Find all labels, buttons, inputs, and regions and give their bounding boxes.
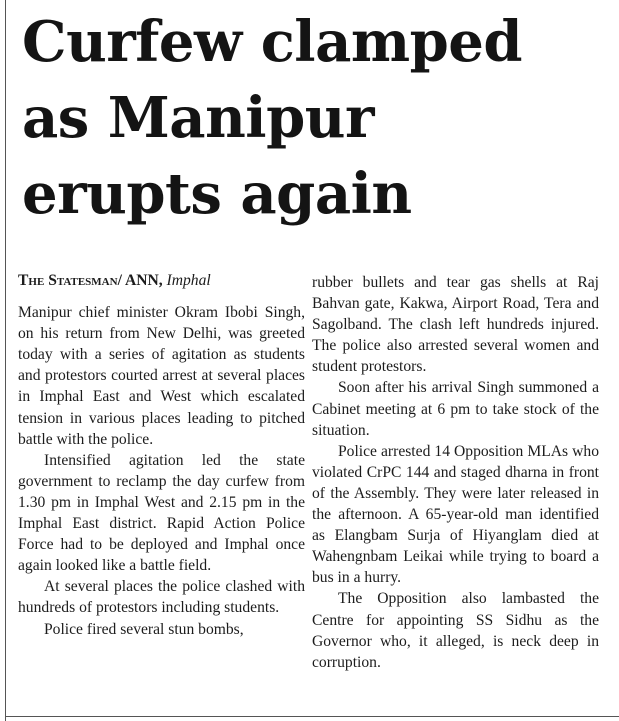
article-column-right <box>312 272 599 673</box>
paragraph: rubber bullets and tear gas shells at Raj Bahvan gate, Kakwa, Airport Road, Tera and Sagolband. The clash left hundreds injured. The police also arrested several women and student protestors. <box>312 274 599 376</box>
paragraph: Soon after his arrival Singh summoned a Cabinet meeting at 6 pm to take stock of the situation. <box>312 379 599 439</box>
paragraph: Police arrested 14 Opposition MLAs who violated CrPC 144 and staged dharna in front of the Assembly. They were later released in the afternoon. A 65-year-old man identified as Elangbam Surja of Hiyanglam died at Wahengnbam Leikai while trying to board a bus in a hurry. <box>312 442 599 587</box>
paragraph: Manipur chief minister Okram Ibobi Singh, on his return from New Delhi, was greeted today with a series of agitation as students and protestors courted arrest at several places in Imphal East and West which escalated tension in various places leading to pitched battle with the police. <box>18 304 305 448</box>
article-column-left <box>18 270 305 640</box>
article-headline <box>22 4 612 232</box>
paragraph: Police fired several stun bombs, <box>44 620 244 638</box>
byline-location: Imphal <box>166 272 211 289</box>
paragraph: The Opposition also lambasted the Centre for appointing SS Sidhu as the Governor who, it alleged, is neck deep in corruption. <box>312 590 599 671</box>
paragraph: Intensified agitation led the state government to reclamp the day curfew from 1.30 pm in Imphal West and 2.15 pm in the Imphal East district. Rapid Action Police Force had to be deployed and Imphal once again looked like a battle field. <box>18 451 305 575</box>
byline <box>18 270 305 291</box>
headline-line-3: erupts again <box>22 161 412 227</box>
headline-line-1: Curfew clamped <box>22 9 523 75</box>
paragraph: At several places the police clashed with hundreds of protestors including students. <box>18 578 305 617</box>
headline-line-2: as Manipur <box>22 85 374 151</box>
column-rule-bottom <box>5 716 619 717</box>
column-rule-left <box>5 0 6 721</box>
byline-source: The Statesman/ ANN, <box>18 272 163 289</box>
